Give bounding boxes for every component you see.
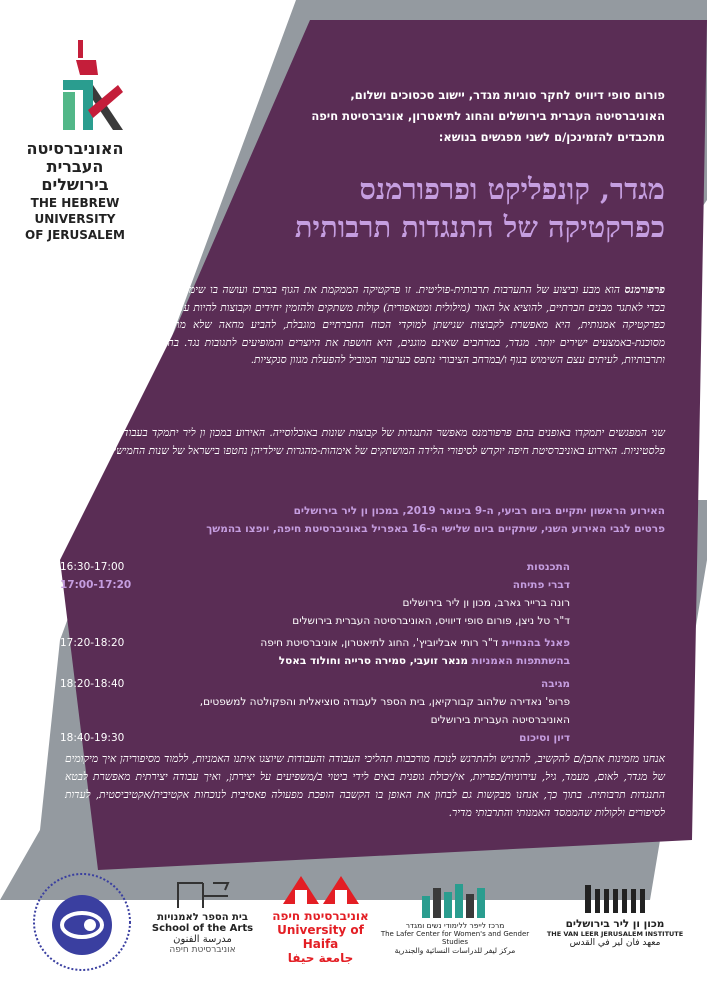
schedule-text: דברי פתיחה bbox=[512, 579, 570, 591]
paragraph1-body: הוא מבע וביצוע של התערבות תרבותית-פוליטית. זו פרקטיקה הממקמת את הגוף במרכז ועושה בו שימוש, ביחוד במרחבים ציבוריים, בכדי לאתגר מבנים חברתיים, להוציא אל האור (מילולית ומטאפורית) קולות משתקים ולהזמין יחידים וקבוצות להיות עדים ומשתתפים כ/בעשייה זו. כפרקטיקה אמנותית, היא מאפשרת לקבוצות שגישתן למוקדי הכוח החברתיים מוגבלת, להביע מחאה שלא מתאפשרת-ויכולה אף להיות מסוכנת-באמצעים ישירים יותר. מגדר, במרחבים שאינם מוגנים, היא חושפת את היוצרים והמופיעים לתגובות נגד. בהתחשב בגורמות חברתיות ותרבותיות, לעיתים עצם השימוש בגוף ו/במרחב הציבורי נתפס כערעור המוביל להפעלת מגוון סנקציות. bbox=[65, 284, 665, 366]
schedule-time: 18:20-18:40 bbox=[60, 678, 125, 690]
schedule-row bbox=[60, 729, 665, 747]
schedule-text: מגיבה bbox=[541, 678, 570, 690]
title-line-2: כפרקטיקה של התנגדות תרבותית bbox=[294, 210, 665, 244]
school-of-arts-emblem-icon bbox=[173, 878, 233, 912]
schedule-text: דיון וסיכום bbox=[519, 732, 570, 744]
schedule-text: פרופ' נאדירה שלהוב קבורקיאן, בית הספר לעבודה סוציאלית והפקולטה למשפטים, bbox=[199, 696, 570, 708]
lafer-center-logo bbox=[380, 882, 530, 977]
university-name-en-2: UNIVERSITY bbox=[34, 212, 116, 226]
forum-logo bbox=[30, 870, 135, 975]
vanleer-he: מכון ון ליר בירושלים bbox=[565, 918, 665, 930]
arts-he: בית הספר לאמנויות bbox=[157, 912, 248, 923]
paragraph-invitation: אנחנו מזמינות אתכן/ם להקשיב, להרגיש ולהתרגש לנוכח מורכבות תהליכי העבודה והעבודות שיוצגו איתנו האמניות, ללמוד מסיפוריהן איך מיקומים של מגדר, לאום, מעמד, גיל, עירוניות/כפריות, אי/יכולת גופנית באים לידי ביטוי ב/משפיעים על יצירתן, ואיך עבודה יצירתית מאפשרת לבטא התנגדות תרבותית. בתוך כך, אנחנו מבקשות גם לבחון את האופן בו הקשבה הופכת מפעולה פאסיבית לנוכחות אקטיבית/אקטיביסטית, לעדות לסיפורים ולקולות שהממסד האמנותי והתרבותי מדיר. bbox=[65, 753, 665, 819]
paragraph-meetings: שני המפגשים יתמקדו באופנים בהם פרפורמנס מאפשר התנגדות של קבוצות שונות באוכלוסייה. האירוע במכון ון ליר יתמקד בעבודתן של אמניות פלסטיניות. האירוע באוניברסיטת חיפה יוקדש לסיפורי הלידה המושתקים של אימהות-מהגרות שילדיהן נחטפו בישראל של שנות החמישים. bbox=[65, 427, 665, 457]
schedule-row bbox=[60, 558, 665, 576]
schedule-row bbox=[60, 652, 665, 670]
schedule-time: 17:20-18:20 bbox=[60, 637, 125, 649]
schedule-time: 17:00-17:20 bbox=[60, 579, 132, 591]
intro-line-1: פורום סופי דיוויס לחקר סוגיות מגדר, יישוב סכסוכים ושלום, bbox=[350, 88, 665, 102]
panel-lead: פאנל בהנחיית bbox=[501, 637, 570, 649]
haifa-en: University of Haifa bbox=[277, 923, 364, 951]
haifa-logo bbox=[268, 872, 373, 977]
schedule-text bbox=[140, 652, 570, 670]
paragraph-performance bbox=[65, 282, 665, 370]
university-name-he-2: העברית bbox=[46, 157, 104, 176]
intro-text bbox=[215, 85, 665, 148]
university-emblem-icon bbox=[58, 30, 128, 140]
artists-lead: בהשתתפות האמניות bbox=[471, 655, 570, 667]
paragraph1-lead: פרפורמנס bbox=[624, 284, 665, 296]
arts-sub: אוניברסיטת חיפה bbox=[169, 945, 236, 955]
schedule-text: התכנסות bbox=[526, 561, 570, 573]
arts-en: School of the Arts bbox=[151, 923, 254, 934]
lafer-ar: مركز ليفر للدراسات النسائية والجندرية bbox=[394, 946, 516, 955]
schedule-text: האוניברסיטה העברית בירושלים bbox=[430, 714, 570, 726]
schedule-row bbox=[60, 675, 665, 693]
title-line-1: מגדר, קונפליקט ופרפורמנס bbox=[359, 172, 665, 206]
schedule-row bbox=[60, 576, 665, 594]
van-leer-logo bbox=[540, 885, 690, 980]
arts-ar: مدرسة الفنون bbox=[173, 934, 232, 945]
schedule-row bbox=[60, 594, 665, 612]
lafer-en: The Lafer Center for Women's and Gender Studies bbox=[380, 930, 530, 946]
lafer-emblem-icon bbox=[420, 882, 490, 918]
university-name-en-1: THE HEBREW bbox=[30, 196, 120, 210]
hebrew-university-logo bbox=[20, 30, 160, 250]
intro-line-2: האוניברסיטה העברית בירושלים והחוג לתיאטרון, אוניברסיטת חיפה bbox=[311, 109, 665, 123]
vanleer-en: THE VAN LEER JERUSALEM INSTITUTE bbox=[546, 930, 684, 938]
panel-moderator: ד"ר רותי אבליוביץ', החוג לתיאטרון, אוניברסיטת חיפה bbox=[260, 637, 502, 649]
school-of-arts-logo bbox=[150, 878, 255, 978]
schedule-row bbox=[60, 693, 665, 711]
haifa-emblem-icon bbox=[281, 872, 361, 906]
schedule-row bbox=[60, 612, 665, 630]
haifa-ar: جامعة حيفا bbox=[287, 951, 354, 965]
van-leer-emblem-icon bbox=[585, 885, 645, 915]
vanleer-ar: معهد فان لير في القدس bbox=[569, 938, 661, 948]
second-event-line: פרטים לגבי האירוע השני, שיתקיים ביום שלישי ה-16 באפריל באוניברסיטת חיפה, יופצו בהמשך bbox=[206, 523, 665, 535]
university-name-he-1: האוניברסיטה bbox=[26, 139, 124, 158]
schedule-text bbox=[140, 634, 570, 652]
schedule-row bbox=[60, 711, 665, 729]
lafer-he: מרכז לייפר ללימודי נשים ומגדר bbox=[405, 921, 505, 930]
university-name-he-3: בירושלים bbox=[41, 175, 109, 194]
artists-names: מנאר זועבי, סמירה סרייה וחולוד באסל bbox=[278, 655, 472, 667]
schedule-text: ד"ר טל ניצן, פורום סופי דיוויס, האוניברסיטה העברית בירושלים bbox=[292, 615, 570, 627]
schedule-row bbox=[60, 634, 665, 652]
university-name-en-3: OF JERUSALEM bbox=[25, 228, 125, 242]
event-title bbox=[145, 170, 665, 246]
schedule-time: 18:40-19:30 bbox=[60, 732, 125, 744]
haifa-he: אוניברסיטת חיפה bbox=[272, 909, 369, 923]
schedule-text: רונה ברייר גארב, מכון ון ליר בירושלים bbox=[402, 597, 570, 609]
intro-line-3: מתכבדים להזמינכן/ם לשני מפגשים בנושא: bbox=[438, 130, 665, 144]
schedule-time: 16:30-17:00 bbox=[60, 561, 125, 573]
sponsor-logos bbox=[0, 860, 707, 1000]
first-event-line: האירוע הראשון יתקיים ביום רביעי, ה-9 בינואר 2019, במכון ון ליר בירושלים bbox=[293, 505, 665, 517]
